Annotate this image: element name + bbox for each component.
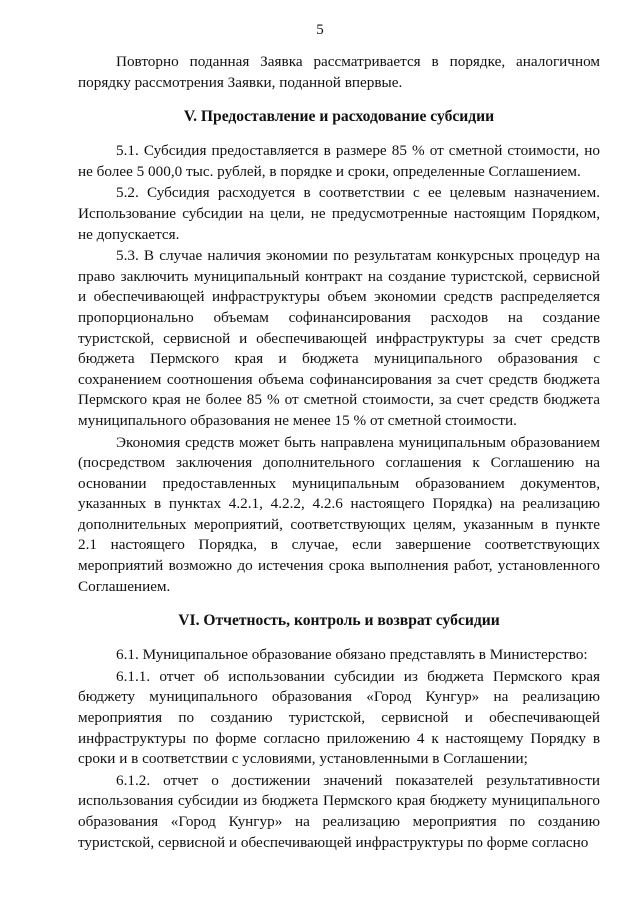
paragraph-5-3-economy: Экономия средств может быть направлена муниципальным образованием (посредством заключения дополнительного соглашения к Соглашению на основании предоставленных муниципальным образованием документов, указанных в пунктах 4.2.1, 4.2.2, 4.2.6 настоящего Порядка) на реализацию дополнительных мероприятий, соответствующих целям, указанным в пункте 2.1 настоящего Порядка, в случае, если завершение соответствующих мероприятий возможно до истечения срока выполнения работ, установленного Соглашением.	[78, 433, 600, 595]
paragraph-5-2: 5.2. Субсидия расходуется в соответствии с ее целевым назначением. Использование субсидии на цели, не предусмотренные настоящим Порядком, не допускается.	[78, 184, 600, 243]
paragraph-6-1-2: 6.1.2. отчет о достижении значений показателей результативности использования субсидии из бюджета Пермского края бюджету муниципального образования «Город Кунгур» на реализацию мероприятия по созданию туристской, сервисной и обеспечивающей инфраструктуры по форме согласно	[78, 771, 600, 851]
section-5-heading: V. Предоставление и расходование субсидии	[183, 108, 495, 126]
paragraph-intro: Повторно поданная Заявка рассматривается в порядке, аналогичном порядку рассмотрения Заявки, поданной впервые.	[78, 53, 600, 91]
page-number: 5	[316, 22, 324, 38]
paragraph-5-1: 5.1. Субсидия предоставляется в размере 85 % от сметной стоимости, но не более 5 000,0 тыс. рублей, в порядке и сроки, определенные Соглашением.	[78, 142, 600, 180]
paragraph-6-1-1: 6.1.1. отчет об использовании субсидии из бюджета Пермского края бюджету муниципального образования «Город Кунгур» на реализацию мероприятия по созданию туристской, сервисной и обеспечивающей инфраструктуры по форме согласно приложению 4 к настоящему Порядку в сроки и в соответствии с условиями, установленными в Соглашении;	[78, 667, 600, 768]
document-body	[78, 52, 600, 854]
section-6-heading: VI. Отчетность, контроль и возврат субсидии	[178, 612, 500, 630]
paragraph-6-1: 6.1. Муниципальное образование обязано представлять в Министерство:	[116, 646, 588, 664]
paragraph-5-3: 5.3. В случае наличия экономии по результатам конкурсных процедур на право заключить муниципальный контракт на создание туристской, сервисной и обеспечивающей инфраструктуры объем экономии средств распределяется пропорционально объемам софинансирования расходов на создание туристской, сервисной и обеспечивающей инфраструктуры за счет средств бюджета Пермского края и бюджета муниципального образования с сохранением соотношения объема софинансирования за счет средств бюджета Пермского края не более 85 % от сметной стоимости, за счет средств бюджета муниципального образования не менее 15 % от сметной стоимости.	[78, 247, 600, 429]
